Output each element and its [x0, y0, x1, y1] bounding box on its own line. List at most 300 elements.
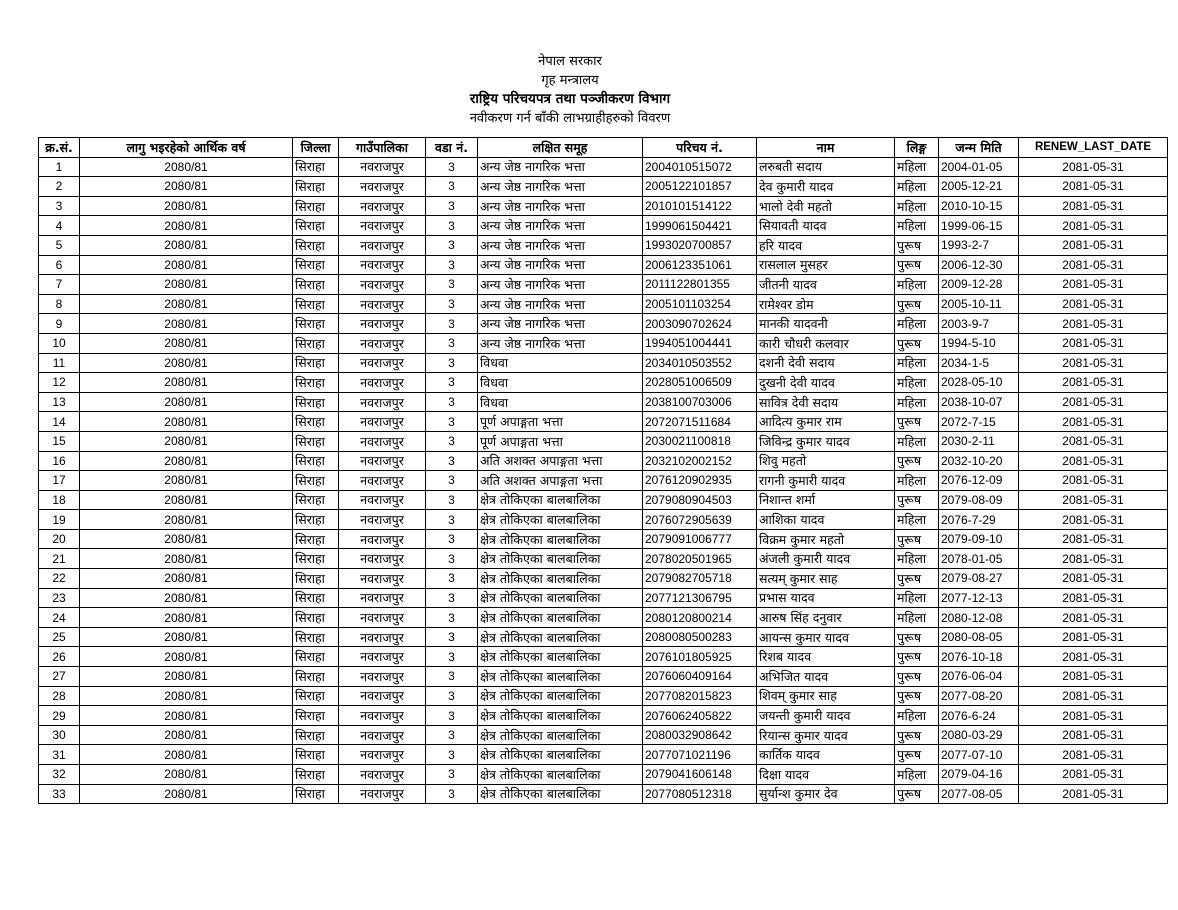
cell-district: सिराहा [293, 255, 339, 275]
table-row [39, 216, 1168, 236]
cell-name: सत्यम् कुमार साह [757, 569, 895, 589]
cell-serial: 21 [39, 549, 80, 569]
col-header-birth-date: जन्म मिति [939, 138, 1019, 158]
table-row [39, 510, 1168, 530]
cell-district: सिराहा [293, 549, 339, 569]
table-row [39, 353, 1168, 373]
cell-renew-last-date: 2081-05-31 [1019, 549, 1168, 569]
cell-id-number: 1999061504421 [643, 216, 757, 236]
cell-id-number: 2077071021196 [643, 745, 757, 765]
cell-birth-date: 2038-10-07 [939, 392, 1019, 412]
cell-target-group: क्षेत्र तोकिएका बालबालिका [478, 745, 643, 765]
cell-renew-last-date: 2081-05-31 [1019, 294, 1168, 314]
table-row [39, 529, 1168, 549]
cell-gender: महिला [895, 549, 939, 569]
cell-gender: पुरूष [895, 294, 939, 314]
cell-id-number: 2072071511684 [643, 412, 757, 432]
cell-ward: 3 [426, 353, 478, 373]
cell-municipality: नवराजपुर [339, 510, 426, 530]
cell-gender: महिला [895, 157, 939, 177]
cell-target-group: क्षेत्र तोकिएका बालबालिका [478, 784, 643, 804]
cell-birth-date: 2076-7-29 [939, 510, 1019, 530]
cell-renew-last-date: 2081-05-31 [1019, 275, 1168, 295]
cell-name: रासलाल मुसहर [757, 255, 895, 275]
ministry-name: गृह मन्त्रालय [541, 73, 599, 88]
cell-birth-date: 2077-08-20 [939, 686, 1019, 706]
cell-name: कारी चौधरी कलवार [757, 333, 895, 353]
table-row [39, 608, 1168, 628]
cell-gender: पुरूष [895, 686, 939, 706]
col-header-gender: लिङ्ग [895, 138, 939, 158]
cell-name: मानकी यादवनी [757, 314, 895, 334]
cell-municipality: नवराजपुर [339, 294, 426, 314]
cell-municipality: नवराजपुर [339, 471, 426, 491]
cell-target-group: अन्य जेष्ठ नागरिक भत्ता [478, 157, 643, 177]
cell-birth-date: 2032-10-20 [939, 451, 1019, 471]
department-name: राष्ट्रिय परिचयपत्र तथा पञ्जीकरण विभाग [469, 91, 671, 107]
cell-municipality: नवराजपुर [339, 255, 426, 275]
cell-fiscal-year: 2080/81 [80, 314, 293, 334]
cell-ward: 3 [426, 588, 478, 608]
cell-serial: 12 [39, 373, 80, 393]
cell-name: जयन्ती कुमारी यादव [757, 706, 895, 726]
cell-id-number: 2078020501965 [643, 549, 757, 569]
cell-name: हरि यादव [757, 235, 895, 255]
cell-id-number: 2080080500283 [643, 627, 757, 647]
cell-name: अभिजित यादव [757, 667, 895, 687]
cell-serial: 9 [39, 314, 80, 334]
cell-name: दुखनी देवी यादव [757, 373, 895, 393]
cell-birth-date: 2034-1-5 [939, 353, 1019, 373]
table-row [39, 784, 1168, 804]
cell-municipality: नवराजपुर [339, 235, 426, 255]
table-row [39, 745, 1168, 765]
cell-birth-date: 2030-2-11 [939, 431, 1019, 451]
table-row [39, 490, 1168, 510]
cell-renew-last-date: 2081-05-31 [1019, 745, 1168, 765]
cell-renew-last-date: 2081-05-31 [1019, 529, 1168, 549]
cell-municipality: नवराजपुर [339, 333, 426, 353]
cell-birth-date: 2080-12-08 [939, 608, 1019, 628]
cell-id-number: 2077121306795 [643, 588, 757, 608]
cell-renew-last-date: 2081-05-31 [1019, 686, 1168, 706]
table-row [39, 373, 1168, 393]
col-header-target-group: लक्षित समूह [478, 138, 643, 158]
cell-serial: 3 [39, 196, 80, 216]
cell-municipality: नवराजपुर [339, 745, 426, 765]
cell-renew-last-date: 2081-05-31 [1019, 490, 1168, 510]
cell-name: विक्रम कुमार महतो [757, 529, 895, 549]
cell-name: लरुबती सदाय [757, 157, 895, 177]
cell-name: सियावती यादव [757, 216, 895, 236]
cell-renew-last-date: 2081-05-31 [1019, 706, 1168, 726]
cell-district: सिराहा [293, 177, 339, 197]
cell-gender: महिला [895, 608, 939, 628]
cell-gender: महिला [895, 216, 939, 236]
cell-district: सिराहा [293, 216, 339, 236]
cell-name: कार्तिक यादव [757, 745, 895, 765]
cell-target-group: विधवा [478, 392, 643, 412]
cell-gender: महिला [895, 275, 939, 295]
col-header-fiscal-year: लागु भइरहेको आर्थिक वर्ष [80, 138, 293, 158]
cell-district: सिराहा [293, 333, 339, 353]
cell-name: रियान्स कुमार यादव [757, 725, 895, 745]
cell-renew-last-date: 2081-05-31 [1019, 392, 1168, 412]
cell-gender: पुरूष [895, 784, 939, 804]
cell-serial: 7 [39, 275, 80, 295]
cell-renew-last-date: 2081-05-31 [1019, 725, 1168, 745]
col-header-municipality: गाउँपालिका [339, 138, 426, 158]
cell-renew-last-date: 2081-05-31 [1019, 569, 1168, 589]
cell-serial: 27 [39, 667, 80, 687]
cell-district: सिराहा [293, 765, 339, 785]
cell-ward: 3 [426, 314, 478, 334]
table-row [39, 667, 1168, 687]
cell-ward: 3 [426, 549, 478, 569]
cell-birth-date: 2080-08-05 [939, 627, 1019, 647]
cell-id-number: 2076101805925 [643, 647, 757, 667]
cell-id-number: 2079082705718 [643, 569, 757, 589]
cell-serial: 19 [39, 510, 80, 530]
cell-fiscal-year: 2080/81 [80, 294, 293, 314]
cell-id-number: 2079080904503 [643, 490, 757, 510]
cell-fiscal-year: 2080/81 [80, 686, 293, 706]
cell-fiscal-year: 2080/81 [80, 196, 293, 216]
cell-district: सिराहा [293, 353, 339, 373]
cell-gender: पुरूष [895, 627, 939, 647]
cell-district: सिराहा [293, 490, 339, 510]
cell-id-number: 1994051004441 [643, 333, 757, 353]
cell-fiscal-year: 2080/81 [80, 216, 293, 236]
table-row [39, 255, 1168, 275]
cell-birth-date: 2079-04-16 [939, 765, 1019, 785]
cell-municipality: नवराजपुर [339, 451, 426, 471]
table-row [39, 706, 1168, 726]
cell-renew-last-date: 2081-05-31 [1019, 667, 1168, 687]
cell-birth-date: 2076-06-04 [939, 667, 1019, 687]
cell-renew-last-date: 2081-05-31 [1019, 451, 1168, 471]
cell-name: प्रभास यादव [757, 588, 895, 608]
cell-serial: 15 [39, 431, 80, 451]
cell-district: सिराहा [293, 667, 339, 687]
cell-district: सिराहा [293, 647, 339, 667]
cell-id-number: 2034010503552 [643, 353, 757, 373]
cell-fiscal-year: 2080/81 [80, 255, 293, 275]
cell-target-group: अन्य जेष्ठ नागरिक भत्ता [478, 177, 643, 197]
cell-id-number: 2079041606148 [643, 765, 757, 785]
table-row [39, 235, 1168, 255]
cell-target-group: विधवा [478, 373, 643, 393]
cell-target-group: अन्य जेष्ठ नागरिक भत्ता [478, 314, 643, 334]
cell-serial: 14 [39, 412, 80, 432]
cell-id-number: 2077080512318 [643, 784, 757, 804]
cell-renew-last-date: 2081-05-31 [1019, 784, 1168, 804]
cell-target-group: क्षेत्र तोकिएका बालबालिका [478, 549, 643, 569]
cell-id-number: 2080032908642 [643, 725, 757, 745]
table-row [39, 314, 1168, 334]
cell-ward: 3 [426, 255, 478, 275]
cell-gender: पुरूष [895, 255, 939, 275]
cell-district: सिराहा [293, 725, 339, 745]
cell-fiscal-year: 2080/81 [80, 765, 293, 785]
cell-id-number: 2038100703006 [643, 392, 757, 412]
cell-gender: महिला [895, 471, 939, 491]
cell-name: रिशब यादव [757, 647, 895, 667]
cell-serial: 8 [39, 294, 80, 314]
cell-municipality: नवराजपुर [339, 706, 426, 726]
cell-renew-last-date: 2081-05-31 [1019, 765, 1168, 785]
cell-renew-last-date: 2081-05-31 [1019, 608, 1168, 628]
cell-id-number: 2080120800214 [643, 608, 757, 628]
cell-gender: पुरूष [895, 667, 939, 687]
cell-municipality: नवराजपुर [339, 431, 426, 451]
cell-district: सिराहा [293, 588, 339, 608]
cell-name: देव कुमारी यादव [757, 177, 895, 197]
cell-target-group: क्षेत्र तोकिएका बालबालिका [478, 725, 643, 745]
cell-district: सिराहा [293, 431, 339, 451]
cell-fiscal-year: 2080/81 [80, 177, 293, 197]
cell-renew-last-date: 2081-05-31 [1019, 333, 1168, 353]
cell-name: रागनी कुमारी यादव [757, 471, 895, 491]
cell-renew-last-date: 2081-05-31 [1019, 431, 1168, 451]
cell-district: सिराहा [293, 745, 339, 765]
cell-fiscal-year: 2080/81 [80, 549, 293, 569]
cell-name: सावित्र देवी सदाय [757, 392, 895, 412]
cell-district: सिराहा [293, 784, 339, 804]
cell-serial: 30 [39, 725, 80, 745]
cell-ward: 3 [426, 216, 478, 236]
col-header-name: नाम [757, 138, 895, 158]
cell-district: सिराहा [293, 510, 339, 530]
cell-renew-last-date: 2081-05-31 [1019, 235, 1168, 255]
cell-district: सिराहा [293, 529, 339, 549]
cell-municipality: नवराजपुर [339, 686, 426, 706]
cell-district: सिराहा [293, 275, 339, 295]
cell-id-number: 2077082015823 [643, 686, 757, 706]
cell-target-group: अन्य जेष्ठ नागरिक भत्ता [478, 333, 643, 353]
cell-municipality: नवराजपुर [339, 667, 426, 687]
cell-serial: 13 [39, 392, 80, 412]
cell-district: सिराहा [293, 451, 339, 471]
cell-ward: 3 [426, 392, 478, 412]
cell-serial: 5 [39, 235, 80, 255]
cell-birth-date: 2004-01-05 [939, 157, 1019, 177]
cell-name: शिवम् कुमार साह [757, 686, 895, 706]
cell-ward: 3 [426, 373, 478, 393]
cell-municipality: नवराजपुर [339, 588, 426, 608]
cell-name: आदित्य कुमार राम [757, 412, 895, 432]
cell-target-group: क्षेत्र तोकिएका बालबालिका [478, 588, 643, 608]
table-row [39, 275, 1168, 295]
cell-ward: 3 [426, 471, 478, 491]
cell-birth-date: 2010-10-15 [939, 196, 1019, 216]
cell-district: सिराहा [293, 392, 339, 412]
cell-ward: 3 [426, 784, 478, 804]
cell-municipality: नवराजपुर [339, 157, 426, 177]
col-header-district: जिल्ला [293, 138, 339, 158]
cell-district: सिराहा [293, 569, 339, 589]
cell-gender: पुरूष [895, 412, 939, 432]
cell-gender: महिला [895, 314, 939, 334]
cell-municipality: नवराजपुर [339, 353, 426, 373]
cell-target-group: क्षेत्र तोकिएका बालबालिका [478, 647, 643, 667]
cell-fiscal-year: 2080/81 [80, 706, 293, 726]
cell-gender: पुरूष [895, 451, 939, 471]
cell-renew-last-date: 2081-05-31 [1019, 588, 1168, 608]
cell-municipality: नवराजपुर [339, 765, 426, 785]
cell-target-group: अन्य जेष्ठ नागरिक भत्ता [478, 275, 643, 295]
cell-fiscal-year: 2080/81 [80, 412, 293, 432]
cell-gender: पुरूष [895, 647, 939, 667]
cell-district: सिराहा [293, 627, 339, 647]
cell-municipality: नवराजपुर [339, 627, 426, 647]
cell-fiscal-year: 2080/81 [80, 608, 293, 628]
cell-fiscal-year: 2080/81 [80, 373, 293, 393]
cell-gender: महिला [895, 196, 939, 216]
cell-birth-date: 2005-10-11 [939, 294, 1019, 314]
cell-fiscal-year: 2080/81 [80, 275, 293, 295]
cell-id-number: 2032102002152 [643, 451, 757, 471]
government-name: नेपाल सरकार [538, 54, 602, 69]
cell-name: भालो देवी महतो [757, 196, 895, 216]
cell-target-group: क्षेत्र तोकिएका बालबालिका [478, 686, 643, 706]
cell-serial: 10 [39, 333, 80, 353]
cell-serial: 31 [39, 745, 80, 765]
cell-target-group: पूर्ण अपाङ्गता भत्ता [478, 412, 643, 432]
cell-ward: 3 [426, 667, 478, 687]
cell-municipality: नवराजपुर [339, 392, 426, 412]
cell-id-number: 2076060409164 [643, 667, 757, 687]
cell-birth-date: 2077-12-13 [939, 588, 1019, 608]
cell-ward: 3 [426, 627, 478, 647]
cell-municipality: नवराजपुर [339, 725, 426, 745]
table-header-row [39, 138, 1168, 158]
cell-gender: महिला [895, 588, 939, 608]
cell-id-number: 2079091006777 [643, 529, 757, 549]
cell-fiscal-year: 2080/81 [80, 647, 293, 667]
cell-ward: 3 [426, 745, 478, 765]
cell-municipality: नवराजपुर [339, 490, 426, 510]
beneficiary-table [38, 137, 1168, 804]
cell-renew-last-date: 2081-05-31 [1019, 255, 1168, 275]
cell-ward: 3 [426, 451, 478, 471]
cell-municipality: नवराजपुर [339, 608, 426, 628]
cell-gender: महिला [895, 706, 939, 726]
cell-serial: 23 [39, 588, 80, 608]
cell-ward: 3 [426, 686, 478, 706]
cell-gender: महिला [895, 177, 939, 197]
cell-target-group: अन्य जेष्ठ नागरिक भत्ता [478, 255, 643, 275]
cell-id-number: 1993020700857 [643, 235, 757, 255]
cell-ward: 3 [426, 608, 478, 628]
cell-municipality: नवराजपुर [339, 216, 426, 236]
cell-gender: महिला [895, 353, 939, 373]
cell-target-group: विधवा [478, 353, 643, 373]
cell-ward: 3 [426, 235, 478, 255]
cell-fiscal-year: 2080/81 [80, 392, 293, 412]
cell-renew-last-date: 2081-05-31 [1019, 177, 1168, 197]
cell-renew-last-date: 2081-05-31 [1019, 510, 1168, 530]
cell-renew-last-date: 2081-05-31 [1019, 373, 1168, 393]
document-title: नवीकरण गर्न बाँकी लाभग्राहीहरुको विवरण [469, 111, 671, 126]
cell-renew-last-date: 2081-05-31 [1019, 196, 1168, 216]
cell-municipality: नवराजपुर [339, 569, 426, 589]
cell-serial: 16 [39, 451, 80, 471]
cell-fiscal-year: 2080/81 [80, 745, 293, 765]
cell-serial: 20 [39, 529, 80, 549]
table-row [39, 627, 1168, 647]
cell-birth-date: 2003-9-7 [939, 314, 1019, 334]
cell-gender: पुरूष [895, 529, 939, 549]
cell-birth-date: 2078-01-05 [939, 549, 1019, 569]
cell-ward: 3 [426, 647, 478, 667]
cell-municipality: नवराजपुर [339, 196, 426, 216]
cell-gender: महिला [895, 431, 939, 451]
cell-ward: 3 [426, 196, 478, 216]
cell-fiscal-year: 2080/81 [80, 529, 293, 549]
cell-gender: महिला [895, 373, 939, 393]
cell-id-number: 2005101103254 [643, 294, 757, 314]
cell-ward: 3 [426, 569, 478, 589]
cell-birth-date: 1999-06-15 [939, 216, 1019, 236]
cell-renew-last-date: 2081-05-31 [1019, 216, 1168, 236]
cell-municipality: नवराजपुर [339, 529, 426, 549]
cell-id-number: 2011122801355 [643, 275, 757, 295]
table-row [39, 412, 1168, 432]
cell-birth-date: 1993-2-7 [939, 235, 1019, 255]
cell-target-group: क्षेत्र तोकिएका बालबालिका [478, 608, 643, 628]
cell-birth-date: 2077-08-05 [939, 784, 1019, 804]
cell-renew-last-date: 2081-05-31 [1019, 353, 1168, 373]
table-row [39, 588, 1168, 608]
table-row [39, 333, 1168, 353]
cell-target-group: क्षेत्र तोकिएका बालबालिका [478, 667, 643, 687]
cell-target-group: अन्य जेष्ठ नागरिक भत्ता [478, 294, 643, 314]
cell-district: सिराहा [293, 314, 339, 334]
cell-id-number: 2076062405822 [643, 706, 757, 726]
table-row [39, 196, 1168, 216]
cell-renew-last-date: 2081-05-31 [1019, 627, 1168, 647]
cell-ward: 3 [426, 725, 478, 745]
cell-gender: पुरूष [895, 569, 939, 589]
cell-gender: पुरूष [895, 725, 939, 745]
cell-target-group: क्षेत्र तोकिएका बालबालिका [478, 529, 643, 549]
cell-renew-last-date: 2081-05-31 [1019, 314, 1168, 334]
cell-birth-date: 2079-08-09 [939, 490, 1019, 510]
cell-ward: 3 [426, 275, 478, 295]
cell-birth-date: 2072-7-15 [939, 412, 1019, 432]
cell-id-number: 2004010515072 [643, 157, 757, 177]
cell-district: सिराहा [293, 686, 339, 706]
cell-serial: 22 [39, 569, 80, 589]
cell-ward: 3 [426, 294, 478, 314]
cell-name: आरुष सिंह दनुवार [757, 608, 895, 628]
cell-name: सुर्यान्श कुमार देव [757, 784, 895, 804]
cell-name: दिक्षा यादव [757, 765, 895, 785]
cell-district: सिराहा [293, 373, 339, 393]
cell-target-group: अन्य जेष्ठ नागरिक भत्ता [478, 216, 643, 236]
cell-municipality: नवराजपुर [339, 412, 426, 432]
cell-serial: 26 [39, 647, 80, 667]
cell-fiscal-year: 2080/81 [80, 333, 293, 353]
cell-birth-date: 2076-12-09 [939, 471, 1019, 491]
cell-target-group: क्षेत्र तोकिएका बालबालिका [478, 706, 643, 726]
cell-target-group: अति अशक्त अपाङ्गता भत्ता [478, 451, 643, 471]
table-row [39, 765, 1168, 785]
document-header [0, 52, 1178, 128]
cell-target-group: क्षेत्र तोकिएका बालबालिका [478, 765, 643, 785]
cell-id-number: 2003090702624 [643, 314, 757, 334]
